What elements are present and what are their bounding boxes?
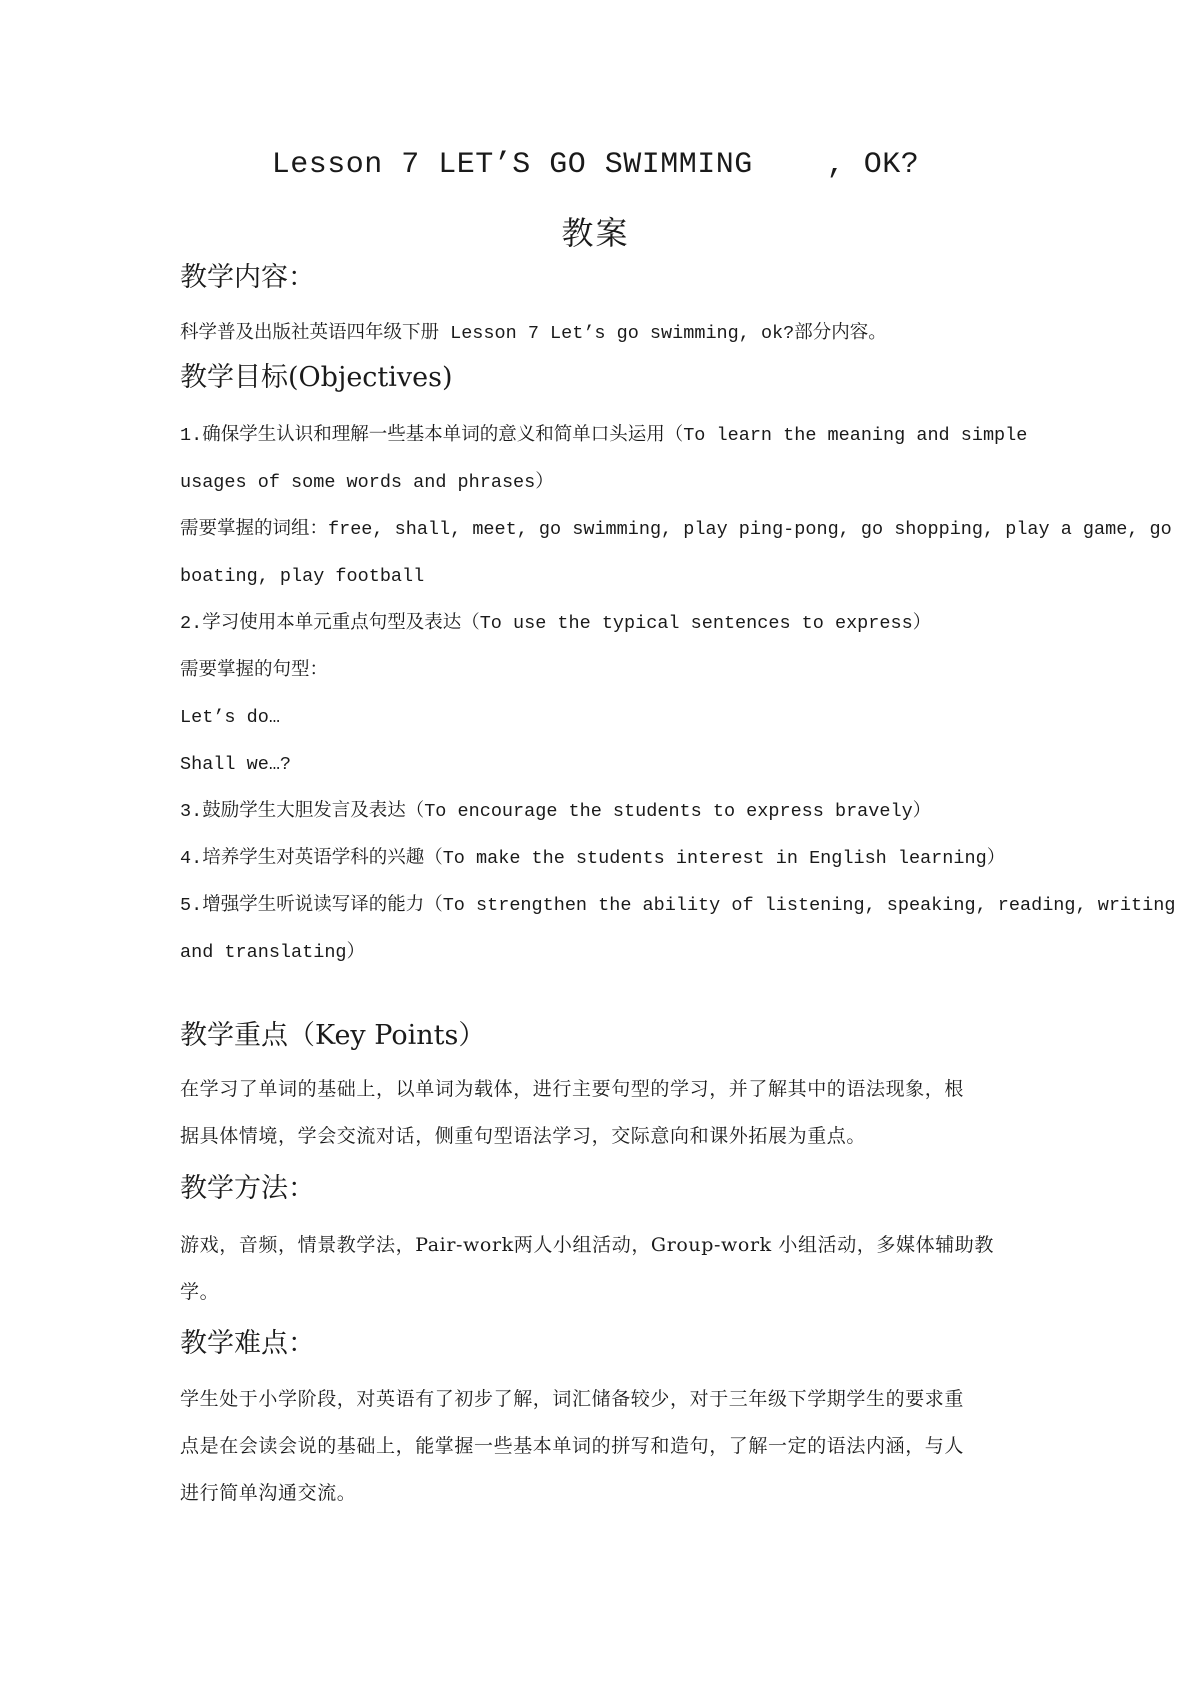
document-title: Lesson 7 LET’S GO SWIMMING , OK? — [271, 148, 920, 182]
objective-line: Shall we…? — [180, 754, 292, 775]
methods-line: 学。 — [180, 1281, 220, 1303]
section-heading-objectives: 教学目标(Objectives) — [180, 362, 453, 393]
methods-line: 游戏，音频，情景教学法，Pair-work两人小组活动，Group-work 小组活动，多媒体辅助教 — [180, 1234, 994, 1256]
objective-line: 4.培养学生对英语学科的兴趣（To make the students interest in English learning） — [180, 848, 1006, 869]
document-subtitle: 教案 — [561, 214, 630, 252]
section-heading-content: 教学内容： — [180, 262, 315, 293]
methods-text — [180, 1222, 1170, 1316]
section-heading-difficulties: 教学难点： — [180, 1328, 315, 1359]
objective-line: 3.鼓励学生大胆发言及表达（To encourage the students to express bravely） — [180, 801, 932, 822]
section-heading-key-points: 教学重点（Key Points） — [180, 1020, 486, 1051]
key-points-line: 在学习了单词的基础上，以单词为载体，进行主要句型的学习，并了解其中的语法现象，根 — [180, 1078, 965, 1100]
difficulties-line: 进行简单沟通交流。 — [180, 1482, 357, 1504]
objective-line: 2.学习使用本单元重点句型及表达（To use the typical sentences to express） — [180, 613, 932, 634]
objective-line: 1.确保学生认识和理解一些基本单词的意义和简单口头运用（To learn the meaning and simple — [180, 425, 1028, 446]
objective-line: usages of some words and phrases） — [180, 472, 554, 493]
section-content-text: 科学普及出版社英语四年级下册 Lesson 7 Let’s go swimming, ok?部分内容。 — [180, 323, 887, 344]
objective-line: boating, play football — [180, 566, 425, 587]
objective-line: 需要掌握的句型： — [180, 660, 329, 681]
key-points-text — [180, 1066, 1170, 1160]
objective-line: and translating） — [180, 942, 366, 963]
difficulties-line: 学生处于小学阶段，对英语有了初步了解，词汇储备较少，对于三年级下学期学生的要求重 — [180, 1388, 965, 1410]
section-heading-methods: 教学方法： — [180, 1173, 315, 1204]
objective-line: 需要掌握的词组：free, shall, meet, go swimming, play ping-pong, go shopping, play a game, go — [180, 519, 1172, 540]
objective-line: 5.增强学生听说读写译的能力（To strengthen the ability of listening, speaking, reading, writing — [180, 895, 1176, 916]
key-points-line: 据具体情境，学会交流对话，侧重句型语法学习，交际意向和课外拓展为重点。 — [180, 1125, 867, 1147]
objective-line: Let’s do… — [180, 707, 280, 728]
difficulties-line: 点是在会读会说的基础上，能掌握一些基本单词的拼写和造句，了解一定的语法内涵，与人 — [180, 1435, 965, 1457]
objectives-list — [180, 412, 1176, 976]
difficulties-text — [180, 1376, 1170, 1517]
